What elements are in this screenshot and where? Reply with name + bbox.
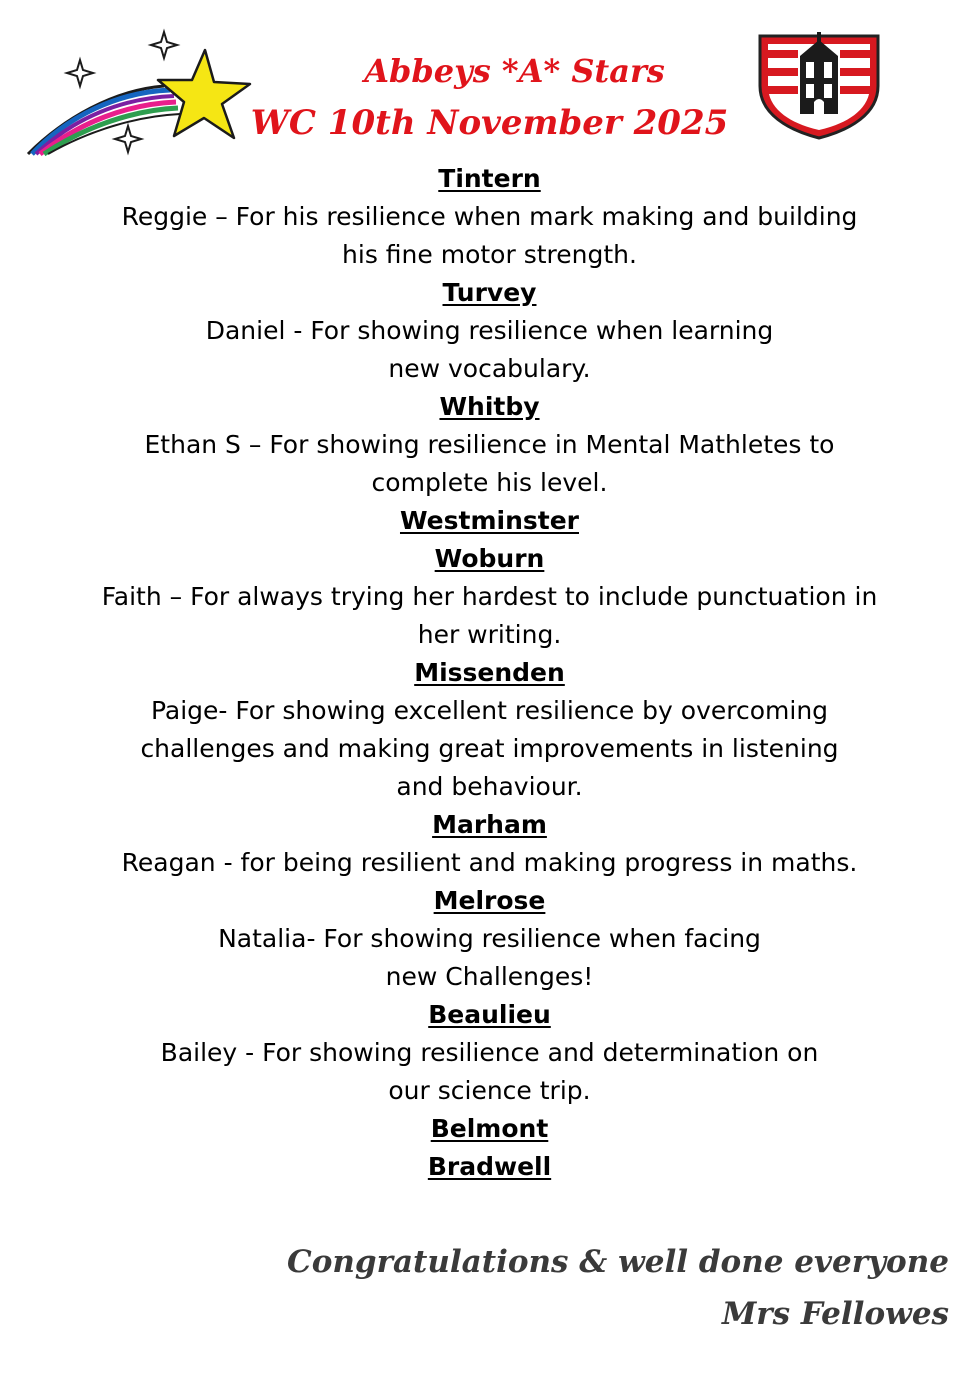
award-text: our science trip. xyxy=(388,1076,591,1105)
house-name: Beaulieu xyxy=(428,1000,551,1029)
award-entry xyxy=(0,540,979,654)
award-text: new Challenges! xyxy=(385,962,594,991)
house-name: Marham xyxy=(432,810,547,839)
award-entry xyxy=(0,1148,979,1186)
awards-list xyxy=(0,160,979,1186)
house-name: Bradwell xyxy=(427,1152,552,1181)
week-commencing-date: WC 10th November 2025 xyxy=(250,103,729,143)
award-entry xyxy=(0,502,979,540)
award-text: Bailey - For showing resilience and determination on xyxy=(160,1038,819,1067)
award-text: Reggie – For his resilience when mark making and building xyxy=(121,202,858,231)
award-entry xyxy=(0,996,979,1110)
award-text: her writing. xyxy=(417,620,562,649)
award-text: complete his level. xyxy=(371,468,608,497)
award-entry xyxy=(0,882,979,996)
award-text: and behaviour. xyxy=(396,772,583,801)
award-text: Natalia- For showing resilience when facing xyxy=(218,924,761,953)
award-text: Faith – For always trying her hardest to include punctuation in xyxy=(101,582,878,611)
award-text: Ethan S – For showing resilience in Mental Mathletes to xyxy=(144,430,835,459)
award-text: new vocabulary. xyxy=(388,354,591,383)
award-text: challenges and making great improvements in listening xyxy=(140,734,839,763)
house-name: Turvey xyxy=(442,278,537,307)
award-text: Paige- For showing excellent resilience by overcoming xyxy=(150,696,829,725)
award-entry xyxy=(0,160,979,274)
signature: Mrs Fellowes xyxy=(721,1296,949,1332)
award-text: his fine motor strength. xyxy=(342,240,637,269)
congratulations-message: Congratulations & well done everyone xyxy=(287,1244,949,1280)
house-name: Melrose xyxy=(433,886,546,915)
award-entry xyxy=(0,274,979,388)
house-name: Woburn xyxy=(434,544,545,573)
award-entry xyxy=(0,1110,979,1148)
award-entry xyxy=(0,388,979,502)
house-name: Tintern xyxy=(438,164,541,193)
house-name: Westminster xyxy=(399,506,579,535)
award-text: Daniel - For showing resilience when learning xyxy=(205,316,774,345)
page-title: Abbeys *A* Stars xyxy=(364,52,665,90)
award-entry xyxy=(0,654,979,806)
house-name: Missenden xyxy=(414,658,565,687)
award-text: Reagan - for being resilient and making progress in maths. xyxy=(121,848,858,877)
house-name: Belmont xyxy=(430,1114,549,1143)
award-entry xyxy=(0,806,979,882)
house-name: Whitby xyxy=(439,392,540,421)
